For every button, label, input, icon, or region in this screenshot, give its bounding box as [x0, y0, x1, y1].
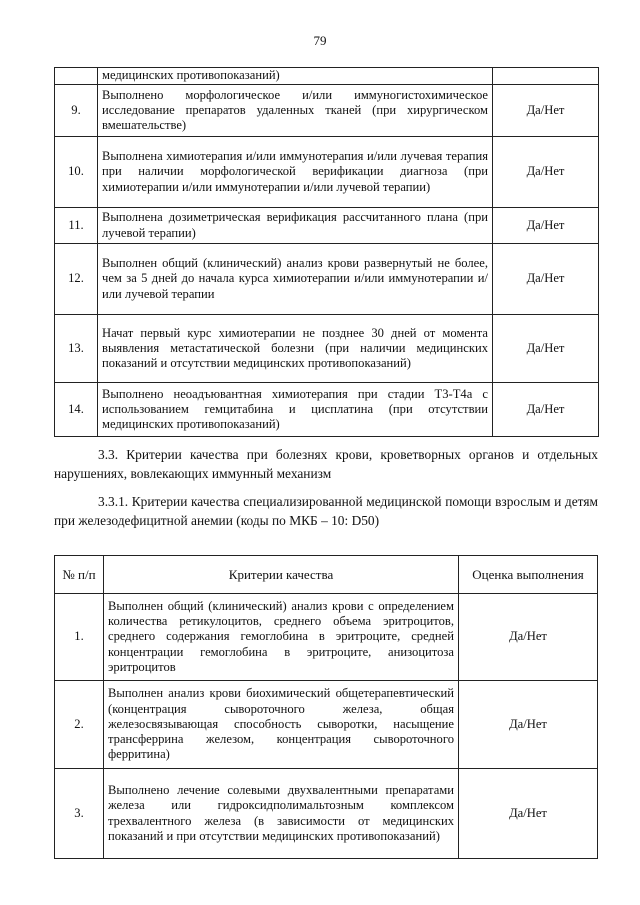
table-row — [55, 769, 598, 859]
criterion-text: Выполнен анализ крови биохимический общетерапевтический (концентрация сывороточного железа, общая железосвязывающая способность сыворотки, насыщение трансферрина железом, концентрация сывороточного ферритина) — [104, 681, 459, 769]
criterion-text: Выполнен общий (клинический) анализ крови с определением количества ретикулоцитов, среднего объема эритроцитов, среднего содержания гемоглобина в эритроците, средней концентрации гемоглобина в эритроците, анизоцитоза эритроцитов — [104, 594, 459, 681]
header-criteria: Критерии качества — [104, 556, 459, 594]
section-heading-3-3: 3.3. Критерии качества при болезнях крови, кроветворных органов и отдельных нарушениях, вовлекающих иммунный механизм — [54, 447, 598, 481]
criterion-text: Выполнено лечение солевыми двухвалентными препаратами железа или гидроксидполимальтозным комплексом трехвалентного железа (в зависимости от медицинских показаний и при отсутствии медицинских противопоказаний) — [104, 769, 459, 859]
row-number: 11. — [55, 208, 98, 244]
section-heading-3-3-1: 3.3.1. Критерии качества специализированной медицинской помощи взрослым и детям при железодефицитной анемии (коды по МКБ – 10: D50) — [54, 494, 598, 528]
row-number: 12. — [55, 244, 98, 315]
criterion-text: Начат первый курс химиотерапии не позднее 30 дней от момента выявления метастатической болезни (при наличии медицинских показаний и отсутствии медицинских противопоказаний) — [98, 315, 493, 383]
criterion-text: Выполнена химиотерапия и/или иммунотерапия и/или лучевая терапия при наличии морфологической верификации диагноза (при химиотерапии и/или иммунотерапии и/или лучевой терапии) — [98, 137, 493, 208]
evaluation-value — [493, 68, 599, 85]
table-row — [55, 383, 599, 437]
table-row — [55, 208, 599, 244]
criterion-text: Выполнена дозиметрическая верификация рассчитанного плана (при лучевой терапии) — [98, 208, 493, 244]
header-evaluation: Оценка выполнения — [459, 556, 598, 594]
evaluation-value: Да/Нет — [459, 681, 598, 769]
table-row — [55, 244, 599, 315]
evaluation-value: Да/Нет — [493, 85, 599, 137]
criteria-table-anemia — [54, 555, 598, 859]
table-row — [55, 68, 599, 85]
evaluation-value: Да/Нет — [493, 137, 599, 208]
row-number: 3. — [55, 769, 104, 859]
row-number: 1. — [55, 594, 104, 681]
evaluation-value: Да/Нет — [493, 208, 599, 244]
criterion-text: Выполнено морфологическое и/или иммуногистохимическое исследование препаратов удаленных тканей (при хирургическом вмешательстве) — [98, 85, 493, 137]
table-header-row — [55, 556, 598, 594]
evaluation-value: Да/Нет — [459, 594, 598, 681]
header-number: № п/п — [55, 556, 104, 594]
evaluation-value: Да/Нет — [493, 315, 599, 383]
row-number — [55, 68, 98, 85]
page-number: 79 — [313, 33, 327, 48]
row-number: 10. — [55, 137, 98, 208]
evaluation-value: Да/Нет — [493, 244, 599, 315]
row-number: 2. — [55, 681, 104, 769]
criteria-table-continued — [54, 67, 599, 437]
criterion-text: Выполнено неоадъювантная химиотерапия при стадии T3-T4a с использованием гемцитабина и цисплатина (при отсутствии медицинских противопоказаний) — [98, 383, 493, 437]
evaluation-value: Да/Нет — [459, 769, 598, 859]
table-row — [55, 85, 599, 137]
table-row — [55, 137, 599, 208]
evaluation-value: Да/Нет — [493, 383, 599, 437]
criterion-text: Выполнен общий (клинический) анализ крови развернутый не более, чем за 5 дней до начала курса химиотерапии и/или иммунотерапии и/или лучевой терапии — [98, 244, 493, 315]
table-row — [55, 681, 598, 769]
row-number: 9. — [55, 85, 98, 137]
row-number: 14. — [55, 383, 98, 437]
table-row — [55, 594, 598, 681]
criterion-text: медицинских противопоказаний) — [98, 68, 493, 85]
table-row — [55, 315, 599, 383]
row-number: 13. — [55, 315, 98, 383]
